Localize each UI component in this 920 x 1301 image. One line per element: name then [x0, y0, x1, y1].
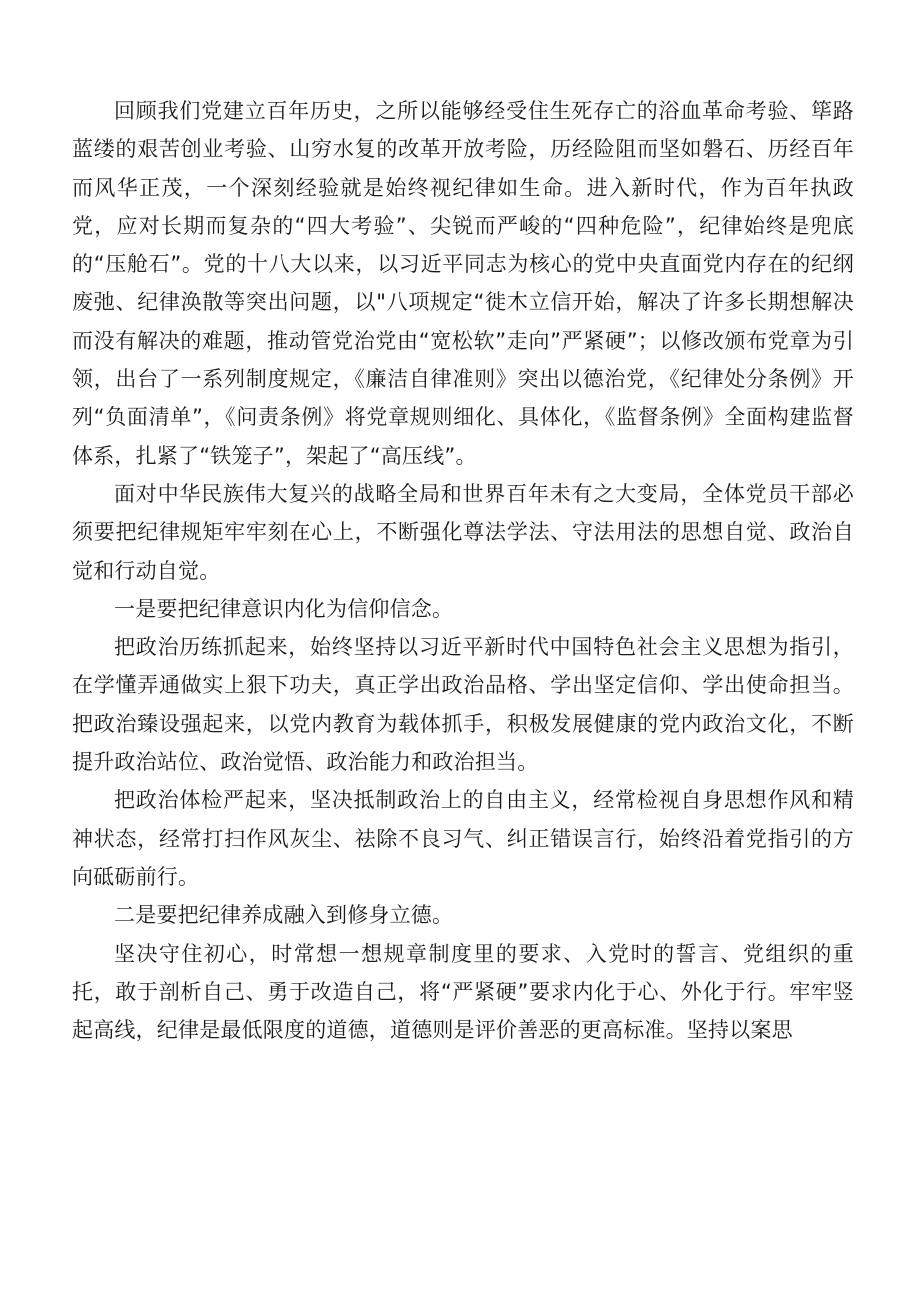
paragraph-political-checkup: 把政治体检严起来，坚决抵制政治上的自由主义，经常检视自身思想作风和精神状态，经常打扫作风灰尘、祛除不良习气、纠正错误言行，始终沿着党指引的方向砥砺前行。 [72, 788, 854, 889]
paragraph-rejuvenation: 面对中华民族伟大复兴的战略全局和世界百年未有之大变局，全体党员干部必须要把纪律规矩牢牢刻在心上，不断强化尊法学法、守法用法的思想自觉、政治自觉和行动自觉。 [72, 481, 854, 583]
paragraph-history: 回顾我们党建立百年历史，之所以能够经受住生死存亡的浴血革命考验、筚路蓝缕的艰苦创业考验、山穷水复的改革开放考险，历经险阻而坚如磐石、历经百年而风华正茂，一个深刻经验就是始终视纪律如生命。进入新时代，作为百年执政党，应对长期而复杂的“四大考验”、尖锐而严峻的“四种危险”，纪律始终是兜底的“压舱石”。党的十八大以来，以习近平同志为核心的党中央直面党内存在的纪纲废弛、纪律涣散等突出问题，以"八项规定“徙木立信开始，解决了许多长期想解决而没有解决的难题，推动管党治党由“宽松软”走向”严紧硬”；以修改颁布党章为引领，出台了一系列制度规定，《廉洁自律准则》突出以德治党，《纪律处分条例》开列“负面清单”，《问责条例》将党章规则细化、具体化，《监督条例》全面构建监督体系，扎紧了“铁笼子”，架起了“高压线”。 [72, 99, 854, 468]
paragraph-original-aspiration: 坚决守住初心，时常想一想规章制度里的要求、入党时的誓言、党组织的重托，敢于剖析自己、勇于改造自己，将“严紧硬”要求内化于心、外化于行。牢牢竖起高线，纪律是最低限度的道德，道德则是评价善恶的更高标准。坚持以案思 [72, 941, 854, 1043]
paragraph-heading-one: 一是要把纪律意识内化为信仰信念。 [114, 596, 454, 621]
paragraph-political-training: 把政治历练抓起来，始终坚持以习近平新时代中国特色社会主义思想为指引，在学懂弄通做实上狠下功夫，真正学出政治品格、学出坚定信仰、学出使命担当。把政治臻设强起来，以党内教育为载体抓手，积极发展健康的党内政治文化，不断提升政治站位、政治觉悟、政治能力和政治担当。 [72, 635, 854, 775]
paragraph-heading-two: 二是要把纪律养成融入到修身立德。 [114, 903, 454, 928]
